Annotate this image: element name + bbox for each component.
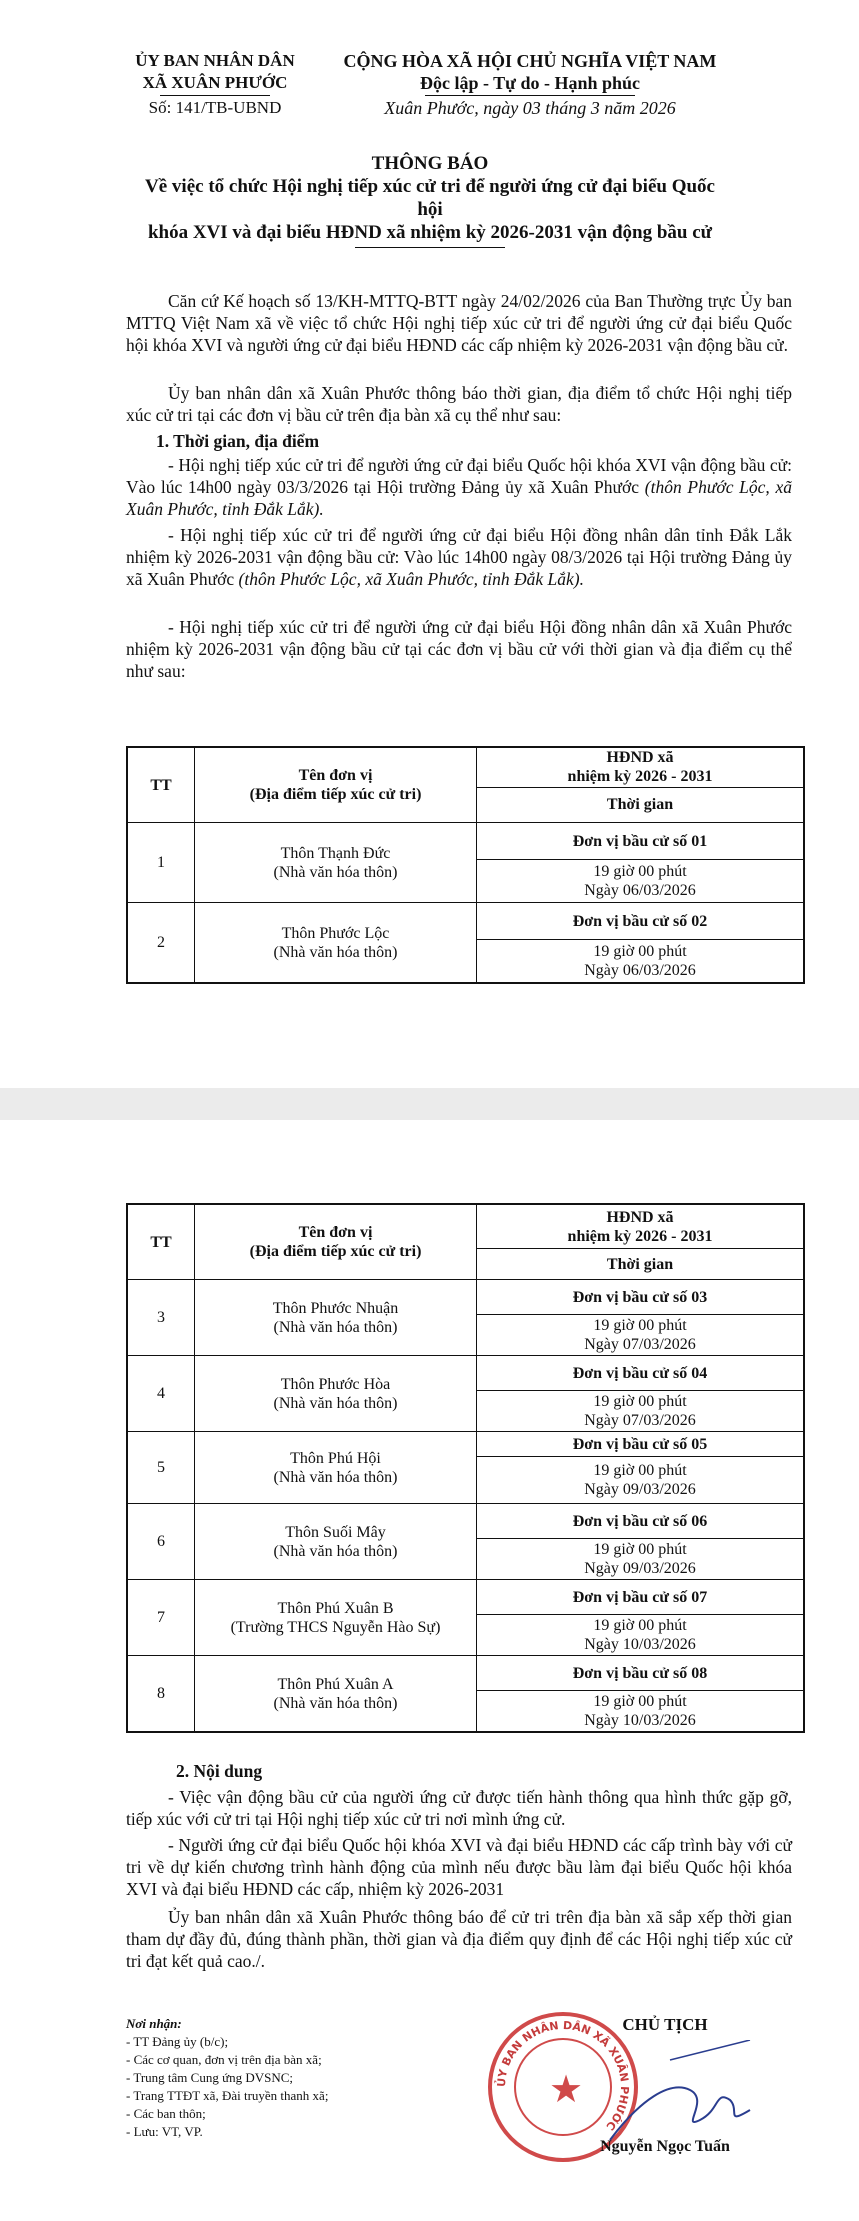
row-time <box>477 1315 805 1356</box>
document-title <box>130 152 730 248</box>
row-unit <box>195 1580 477 1656</box>
paragraph-announcement: Ủy ban nhân dân xã Xuân Phước thông báo thời gian, địa điểm tổ chức Hội nghị tiếp xúc cử tri tại các đơn vị bầu cử trên địa bàn xã cụ thể như sau: <box>126 383 792 425</box>
table-row <box>127 1504 804 1539</box>
row-unit-name: Thôn Phước Hòa <box>280 1375 391 1393</box>
seal-text: ỦY BAN NHÂN DÂN XÃ XUÂN PHƯỚC <box>494 2018 632 2133</box>
row-election-unit: Đơn vị bầu cử số 08 <box>477 1656 805 1691</box>
row-unit <box>195 1356 477 1432</box>
row-election-unit: Đơn vị bầu cử số 02 <box>477 903 805 940</box>
row-election-unit: Đơn vị bầu cử số 07 <box>477 1580 805 1615</box>
paragraph-commune-council: - Hội nghị tiếp xúc cử tri để người ứng cử đại biểu Hội đồng nhân dân xã Xuân Phước nhiệm kỳ 2026-2031 vận động bầu cử tại các đơn vị bầu cử với thời gian và địa điểm cụ thể như sau: <box>126 617 792 681</box>
paragraph-campaign-form: - Việc vận động bầu cử của người ứng cử được tiến hành thông qua hình thức gặp gỡ, tiếp xúc với cử tri tại Hội nghị tiếp xúc cử tri nơi mình ứng cử. <box>126 1787 792 1829</box>
signer-name: Nguyễn Ngọc Tuấn <box>600 2138 730 2155</box>
row-hour: 19 giờ 00 phút <box>593 943 687 960</box>
doc-number: Số: 141/TB-UBND <box>148 98 282 117</box>
row-tt: 8 <box>127 1656 195 1733</box>
national-assembly-location: (thôn Phước Lộc, xã Xuân Phước, tỉnh Đắk Lắk). <box>126 477 792 519</box>
header-hdnd <box>477 1204 805 1249</box>
table-header-row <box>127 1204 804 1249</box>
table-row <box>127 1432 804 1457</box>
row-unit <box>195 903 477 984</box>
row-unit <box>195 823 477 903</box>
section-1-heading: 1. Thời gian, địa điểm <box>156 431 320 451</box>
row-unit-place: (Nhà văn hóa thôn) <box>273 1318 398 1336</box>
row-date: Ngày 10/03/2026 <box>584 1712 696 1729</box>
row-election-unit: Đơn vị bầu cử số 05 <box>477 1432 805 1457</box>
row-unit-name: Thôn Thạnh Đức <box>280 844 391 862</box>
recipients-block <box>126 2015 456 2141</box>
provincial-council-text: - Hội nghị tiếp xúc cử tri để người ứng cử đại biểu Hội đồng nhân dân tỉnh Đắk Lắk nhiệm kỳ 2026-2031 vận động bầu cử: Vào lúc 14h00 ngày 08/3/2026 tại Hội trường Đảng ủy xã Xuân Phước <box>126 525 792 589</box>
title-main: THÔNG BÁO <box>371 153 489 174</box>
page-1 <box>0 0 859 1088</box>
recipient-item: - TT Đảng ủy (b/c); <box>126 2034 229 2049</box>
header-hdnd-line1: HĐND xã <box>606 749 674 767</box>
row-tt: 2 <box>127 903 195 984</box>
header-unit-name-line1: Tên đơn vị <box>298 767 373 784</box>
row-election-unit: Đơn vị bầu cử số 06 <box>477 1504 805 1539</box>
row-unit-name: Thôn Phú Hội <box>290 1449 381 1467</box>
row-hour: 19 giờ 00 phút <box>593 1541 687 1558</box>
title-underline <box>355 247 505 248</box>
row-tt: 6 <box>127 1504 195 1580</box>
row-unit <box>195 1504 477 1580</box>
schedule-table-2 <box>126 1203 805 1733</box>
row-unit-place: (Trường THCS Nguyễn Hào Sự) <box>230 1618 441 1636</box>
recipient-item: - Trung tâm Cung ứng DVSNC; <box>126 2070 294 2085</box>
recipient-item: - Lưu: VT, VP. <box>126 2124 203 2139</box>
header-time: Thời gian <box>477 1249 805 1280</box>
header-hdnd-line2: nhiệm kỳ 2026 - 2031 <box>567 768 713 786</box>
row-unit-place: (Nhà văn hóa thôn) <box>273 1542 398 1560</box>
row-tt: 7 <box>127 1580 195 1656</box>
header-tt: TT <box>127 1204 195 1280</box>
schedule-table-1 <box>126 746 805 984</box>
header-time: Thời gian <box>477 787 805 822</box>
row-date: Ngày 09/03/2026 <box>584 1481 696 1498</box>
row-election-unit: Đơn vị bầu cử số 03 <box>477 1280 805 1315</box>
row-time <box>477 1539 805 1580</box>
nation-motto: Độc lập - Tự do - Hạnh phúc <box>419 73 641 93</box>
header-hdnd-line1: HĐND xã <box>606 1208 674 1226</box>
row-date: Ngày 09/03/2026 <box>584 1560 696 1577</box>
row-unit-name: Thôn Phước Lộc <box>281 924 390 942</box>
issuer-underline <box>160 95 270 96</box>
header-unit-name <box>195 747 477 823</box>
header-hdnd <box>477 747 805 787</box>
row-unit-place: (Nhà văn hóa thôn) <box>273 863 398 881</box>
row-date: Ngày 06/03/2026 <box>584 962 696 979</box>
table-row <box>127 823 804 860</box>
row-tt: 4 <box>127 1356 195 1432</box>
row-time <box>477 940 805 984</box>
row-unit-place: (Nhà văn hóa thôn) <box>273 1394 398 1412</box>
table-row <box>127 1656 804 1691</box>
table-row <box>127 1280 804 1315</box>
header-unit-name <box>195 1204 477 1280</box>
row-election-unit: Đơn vị bầu cử số 01 <box>477 823 805 860</box>
paragraph-provincial-council <box>126 524 792 590</box>
issuer-block <box>110 50 320 119</box>
row-time <box>477 1457 805 1504</box>
row-unit-name: Thôn Phú Xuân B <box>277 1599 394 1617</box>
paragraph-candidates: - Người ứng cử đại biểu Quốc hội khóa XVI và đại biểu HĐND các cấp trình bày với cử tri về dự kiến chương trình hành động của mình nếu được bầu làm đại biểu Quốc hội khóa XVI và đại biểu HĐND các cấp, nhiệm kỳ 2026-2031 <box>126 1835 792 1899</box>
section-2-heading: 2. Nội dung <box>176 1761 263 1781</box>
seal-star-icon: ★ <box>548 2069 584 2111</box>
paragraph-closing: Ủy ban nhân dân xã Xuân Phước thông báo để cử tri trên địa bàn xã sắp xếp thời gian tham dự đầy đủ, đúng thành phần, thời gian và địa điểm quy định để các Hội nghị tiếp xúc cử tri đạt kết quả cao./. <box>126 1907 792 1971</box>
table-row <box>127 1580 804 1615</box>
row-election-unit: Đơn vị bầu cử số 04 <box>477 1356 805 1391</box>
row-date: Ngày 06/03/2026 <box>584 882 696 899</box>
row-unit-place: (Nhà văn hóa thôn) <box>273 1694 398 1712</box>
recipient-item: - Các cơ quan, đơn vị trên địa bàn xã; <box>126 2052 322 2067</box>
paragraph-national-assembly <box>126 454 792 520</box>
title-line1: Về việc tổ chức Hội nghị tiếp xúc cử tri để người ứng cử đại biểu Quốc hội <box>145 176 715 220</box>
row-unit-place: (Nhà văn hóa thôn) <box>273 1468 398 1486</box>
row-unit <box>195 1280 477 1356</box>
row-time <box>477 860 805 903</box>
national-assembly-text: - Hội nghị tiếp xúc cử tri để người ứng cử đại biểu Quốc hội khóa XVI vận động bầu cử: Vào lúc 14h00 ngày 03/3/2026 tại Hội trường Đảng ủy xã Xuân Phước <box>126 455 792 497</box>
row-hour: 19 giờ 00 phút <box>593 1317 687 1334</box>
row-tt: 3 <box>127 1280 195 1356</box>
row-unit-place: (Nhà văn hóa thôn) <box>273 943 398 961</box>
table-header-row <box>127 747 804 787</box>
header-unit-name-line2: (Địa điểm tiếp xúc cử tri) <box>249 1243 422 1260</box>
motto-underline <box>425 95 635 96</box>
row-hour: 19 giờ 00 phút <box>593 863 687 880</box>
table-row <box>127 903 804 940</box>
row-hour: 19 giờ 00 phút <box>593 1462 687 1479</box>
row-tt: 1 <box>127 823 195 903</box>
row-time <box>477 1615 805 1656</box>
issuer-org-line1: ỦY BAN NHÂN DÂN <box>135 51 295 70</box>
nation-title: CỘNG HÒA XÃ HỘI CHỦ NGHĨA VIỆT NAM <box>343 51 717 71</box>
page-separator <box>0 1088 859 1120</box>
title-line2: khóa XVI và đại biểu HĐND xã nhiệm kỳ 2026-2031 vận động bầu cử <box>147 222 713 243</box>
recipient-item: - Các ban thôn; <box>126 2106 206 2121</box>
row-time <box>477 1391 805 1432</box>
paragraph-basis: Căn cứ Kế hoạch số 13/KH-MTTQ-BTT ngày 24/02/2026 của Ban Thường trực Ủy ban MTTQ Việt Nam xã về việc tổ chức Hội nghị tiếp xúc cử tri để người ứng cử đại biểu Quốc hội khóa XVI và người ứng cử đại biểu HĐND các cấp nhiệm kỳ 2026-2031 vận động bầu cử. <box>126 291 792 355</box>
signer-position: CHỦ TỊCH <box>622 2015 708 2034</box>
row-hour: 19 giờ 00 phút <box>593 1393 687 1410</box>
row-unit <box>195 1432 477 1504</box>
row-tt: 5 <box>127 1432 195 1504</box>
row-date: Ngày 10/03/2026 <box>584 1636 696 1653</box>
row-time <box>477 1691 805 1733</box>
header-unit-name-line2: (Địa điểm tiếp xúc cử tri) <box>249 786 422 803</box>
header-tt: TT <box>127 747 195 823</box>
row-unit <box>195 1656 477 1733</box>
header-hdnd-line2: nhiệm kỳ 2026 - 2031 <box>567 1227 713 1245</box>
issuer-org-line2: XÃ XUÂN PHƯỚC <box>142 73 288 92</box>
recipient-item: - Trang TTĐT xã, Đài truyền thanh xã; <box>126 2088 329 2103</box>
row-date: Ngày 07/03/2026 <box>584 1412 696 1429</box>
provincial-council-location: (thôn Phước Lộc, xã Xuân Phước, tỉnh Đắk Lắk). <box>238 569 584 589</box>
row-unit-name: Thôn Suối Mây <box>285 1523 386 1541</box>
table-row <box>127 1356 804 1391</box>
nation-block <box>320 50 740 119</box>
row-hour: 19 giờ 00 phút <box>593 1693 687 1710</box>
place-date: Xuân Phước, ngày 03 tháng 3 năm 2026 <box>384 98 676 118</box>
header-unit-name-line1: Tên đơn vị <box>298 1224 373 1241</box>
row-hour: 19 giờ 00 phút <box>593 1617 687 1634</box>
row-unit-name: Thôn Phước Nhuận <box>272 1299 399 1317</box>
row-unit-name: Thôn Phú Xuân A <box>277 1675 394 1693</box>
row-date: Ngày 07/03/2026 <box>584 1336 696 1353</box>
recipients-label: Nơi nhận: <box>126 2016 182 2031</box>
